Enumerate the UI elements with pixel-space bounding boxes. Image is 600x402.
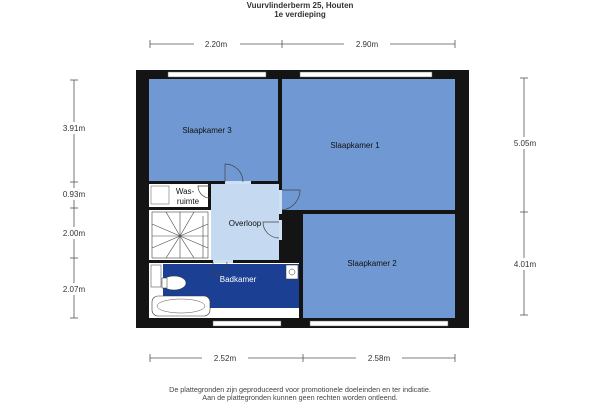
disclaimer-line-2: Aan de plattegronden kunnen geen rechten worden ontleend.	[202, 393, 398, 402]
dim-right-2: 4.01m	[513, 260, 537, 269]
dimension-right	[520, 78, 528, 315]
shower-icon	[151, 265, 161, 287]
label-wasruimte-1: Was-	[175, 187, 195, 196]
dimension-bottom	[150, 354, 455, 362]
label-wasruimte-2: ruimte	[176, 197, 200, 206]
washing-machine-icon	[151, 186, 169, 204]
sink-icon	[286, 265, 298, 279]
dim-bottom-1: 2.52m	[213, 354, 237, 363]
label-badkamer: Badkamer	[219, 275, 257, 284]
dim-right-1: 5.05m	[513, 139, 537, 148]
label-overloop: Overloop	[228, 219, 262, 228]
dim-left-4: 2.07m	[62, 285, 86, 294]
disclaimer-line-1: De plattegronden zijn geproduceerd voor promotionele doeleinden en ter indicatie.	[169, 385, 431, 394]
dim-top-2: 2.90m	[355, 40, 379, 49]
label-slaapkamer-3: Slaapkamer 3	[182, 126, 232, 135]
address-title: Vuurvlinderberm 25, Houten	[246, 1, 354, 10]
floor-subtitle: 1e verdieping	[274, 10, 326, 19]
label-slaapkamer-1: Slaapkamer 1	[330, 141, 380, 150]
label-slaapkamer-2: Slaapkamer 2	[347, 259, 397, 268]
dim-top-1: 2.20m	[204, 40, 228, 49]
dim-bottom-2: 2.58m	[367, 354, 391, 363]
dim-left-2: 0.93m	[62, 190, 86, 199]
dim-left-3: 2.00m	[62, 229, 86, 238]
dim-left-1: 3.91m	[62, 124, 86, 133]
